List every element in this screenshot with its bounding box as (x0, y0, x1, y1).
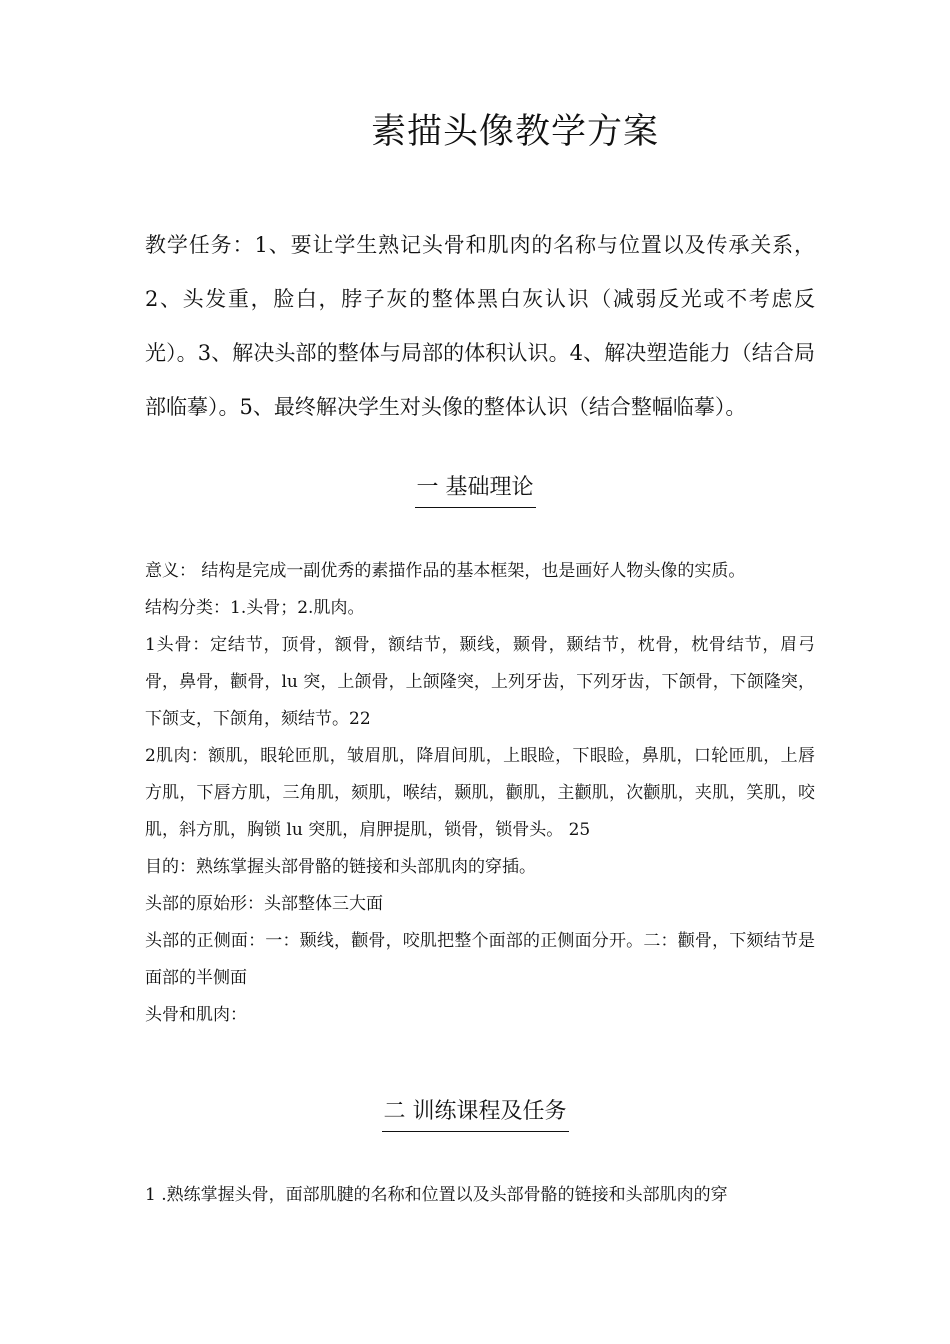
training-first-line: 1 .熟练掌握头骨，面部肌腱的名称和位置以及头部骨骼的链接和头部肌肉的穿 (145, 1185, 728, 1205)
paragraph-meaning: 意义： 结构是完成一副优秀的素描作品的基本框架，也是画好人物头像的实质。 (145, 561, 746, 581)
paragraph-purpose: 目的：熟练掌握头部骨骼的链接和头部肌肉的穿插。 (145, 857, 536, 877)
document-title: 素描头像教学方案 (370, 112, 659, 152)
section-heading-text: 一 基础理论 (415, 470, 536, 508)
paragraph-muscle-list: 2肌肉：额肌，眼轮匝肌，皱眉肌，降眉间肌，上眼睑，下眼睑，鼻肌，口轮匝肌，上唇方肌，下唇方肌，三角肌，颏肌，喉结，颞肌，颧肌，主颧肌，次颧肌，夹肌，笑肌，咬肌，斜方肌，胸锁 lu 突肌，肩胛提肌，锁骨，锁骨头。 25 (145, 746, 815, 840)
section-heading-basic-theory (0, 470, 950, 508)
section-body-basic-theory (145, 553, 815, 1034)
paragraph-primitive-shape: 头部的原始形：头部整体三大面 (145, 894, 383, 914)
section-heading-text: 二 训练课程及任务 (382, 1094, 569, 1132)
paragraph-skull-list: 1头骨：定结节，顶骨，额骨，额结节，颞线，颞骨，颞结节，枕骨，枕骨结节，眉弓骨，鼻骨，颧骨，lu 突，上颌骨，上颌隆突，上列牙齿，下列牙齿，下颌骨，下颌隆突，下颌支，下颌角，颏结节。22 (145, 635, 815, 729)
section-heading-training (0, 1094, 950, 1132)
paragraph-front-side: 头部的正侧面：一：颞线，颧骨，咬肌把整个面部的正侧面分开。二：颧骨，下颏结节是面部的半侧面 (145, 931, 815, 988)
paragraph-skull-and-muscle: 头骨和肌肉： (145, 1005, 247, 1025)
paragraph-structure-categories: 结构分类：1.头骨；2.肌肉。 (145, 598, 365, 618)
teaching-tasks-paragraph: 教学任务：1、要让学生熟记头骨和肌肉的名称与位置以及传承关系，2、头发重，脸白，脖子灰的整体黑白灰认识（减弱反光或不考虑反光）。3、解决头部的整体与局部的体积认识。4、解决塑造能力（结合局部临摹）。5、最终解决学生对头像的整体认识（结合整幅临摹）。 (145, 233, 815, 419)
